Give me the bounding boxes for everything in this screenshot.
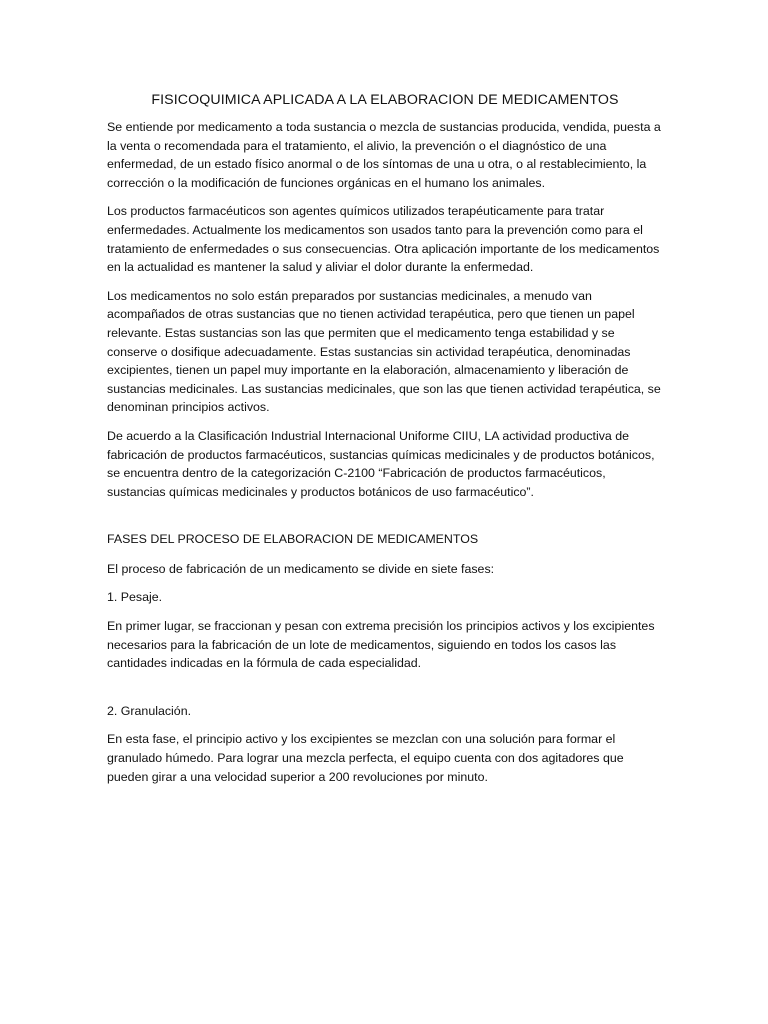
step-1-title: 1. Pesaje. <box>107 590 163 605</box>
step-2-text: En esta fase, el principio activo y los excipientes se mezclan con una solución para formar el granulado húmedo. Para lograr una mezcla perfecta, el equipo cuenta con dos agitadores que pueden girar a una velocidad superior a 200 revoluciones por minuto. <box>107 732 624 784</box>
intro-paragraph-3: Los medicamentos no solo están preparados por sustancias medicinales, a menudo van acompañados de otras sustancias que no tienen actividad terapéutica, pero que tienen un papel relevante. Estas sustancias son las que permiten que el medicamento tenga estabilidad y se conserve o dosifique adecuadamente. Estas sustancias sin actividad terapéutica, denominadas excipientes, tienen un papel muy importante en la elaboración, almacenamiento y liberación de sustancias medicinales. Las sustancias medicinales, que son las que tienen actividad terapéutica, se denominan principios activos. <box>107 288 661 415</box>
document-title: FISICOQUIMICA APLICADA A LA ELABORACION DE MEDICAMENTOS <box>151 92 619 108</box>
section-intro: El proceso de fabricación de un medicamento se divide en siete fases: <box>107 561 495 576</box>
step-2-title: 2. Granulación. <box>107 703 192 718</box>
document-page <box>107 90 663 796</box>
intro-paragraph-1: Se entiende por medicamento a toda sustancia o mezcla de sustancias producida, vendida, puesta a la venta o recomendada para el tratamiento, el alivio, la prevención o el diagnóstico de una enfermedad, de un estado físico anormal o de los síntomas de una u otra, o al restablecimiento, la corrección o la modificación de funciones orgánicas en el humano los animales. <box>107 120 661 190</box>
intro-paragraph-4: De acuerdo a la Clasificación Industrial Internacional Uniforme CIIU, LA actividad productiva de fabricación de productos farmacéuticos, sustancias químicas medicinales y de productos botánicos, se encuentra dentro de la categorización C-2100 “Fabricación de productos farmacéuticos, sustancias químicas medicinales y productos botánicos de uso farmacéutico”. <box>107 428 655 499</box>
intro-paragraph-2: Los productos farmacéuticos son agentes químicos utilizados terapéuticamente para tratar enfermedades. Actualmente los medicamentos son usados tanto para la prevención como para el tratamiento de enfermedades o sus consecuencias. Otra aplicación importante de los medicamentos en la actualidad es mantener la salud y aliviar el dolor durante la enfermedad. <box>107 204 660 275</box>
step-1-text: En primer lugar, se fraccionan y pesan con extrema precisión los principios activos y los excipientes necesarios para la fabricación de un lote de medicamentos, siguiendo en todos los casos las cantidades indicadas en la fórmula de cada especialidad. <box>107 619 655 671</box>
section-heading: FASES DEL PROCESO DE ELABORACION DE MEDICAMENTOS <box>107 532 479 547</box>
